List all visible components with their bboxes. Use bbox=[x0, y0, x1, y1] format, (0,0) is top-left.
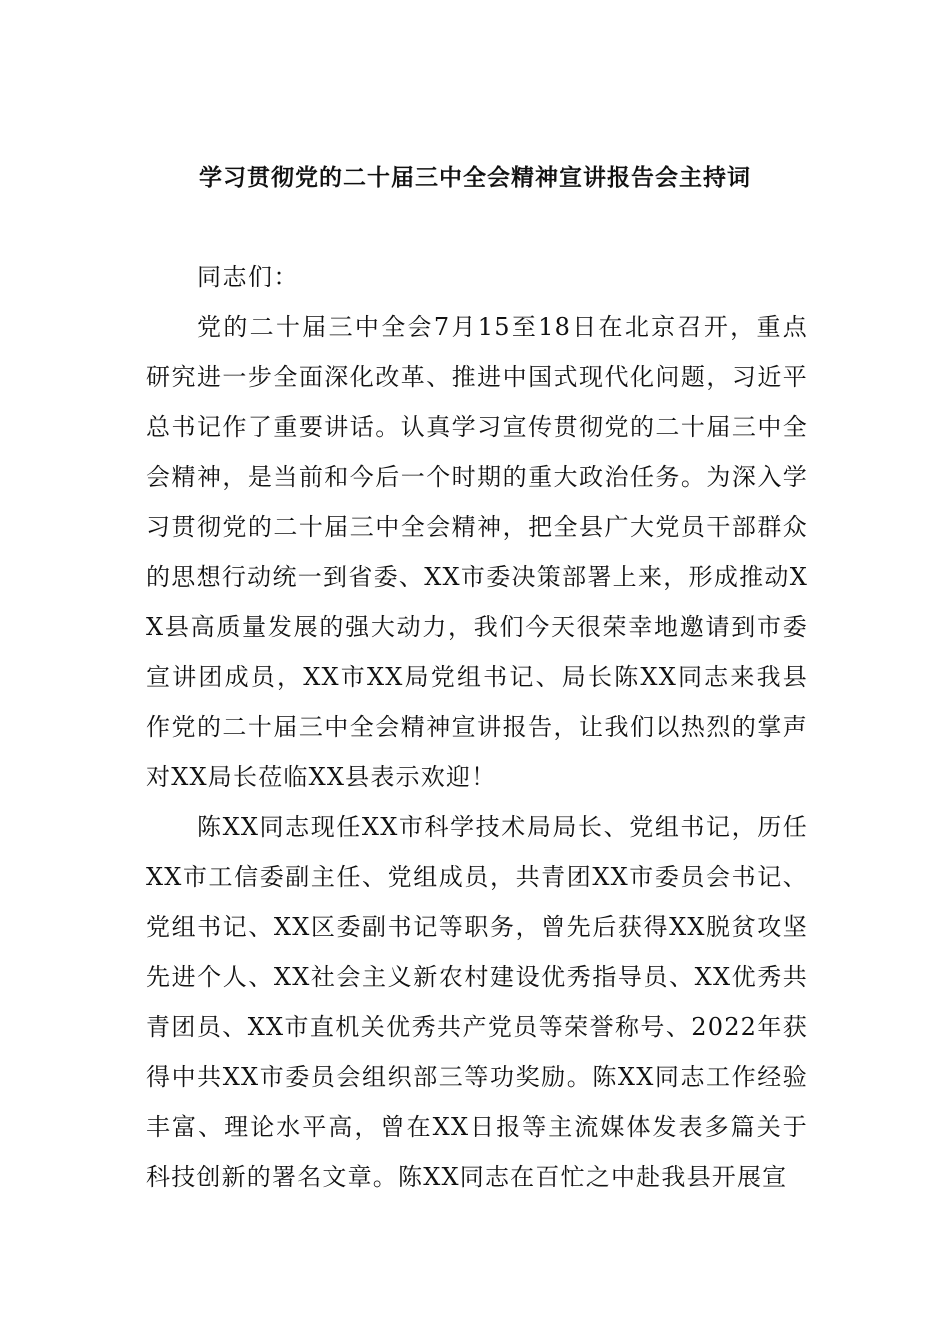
salutation: 同志们： bbox=[197, 263, 299, 291]
paragraph-opening: 党的二十届三中全会7月15至18日在北京召开，重点研究进一步全面深化改革、推进中国式现代化问题，习近平总书记作了重要讲话。认真学习宣传贯彻党的二十届三中全会精神，是当前和今后一个时期的重大政治任务。为深入学习贯彻党的二十届三中全会精神，把全县广大党员干部群众的思想行动统一到省委、XX市委决策部署上来，形成推动XX县高质量发展的强大动力，我们今天很荣幸地邀请到市委宣讲团成员，XX市XX局党组书记、局长陈XX同志来我县作党的二十届三中全会精神宣讲报告，让我们以热烈的掌声对XX局长莅临XX县表示欢迎！ bbox=[146, 313, 808, 791]
paragraph-speaker-intro: 陈XX同志现任XX市科学技术局局长、党组书记，历任XX市工信委副主任、党组成员，共青团XX市委员会书记、党组书记、XX区委副书记等职务，曾先后获得XX脱贫攻坚先进个人、XX社会主义新农村建设优秀指导员、XX优秀共青团员、XX市直机关优秀共产党员等荣誉称号、2022年获得中共XX市委员会组织部三等功奖励。陈XX同志工作经验丰富、理论水平高，曾在XX日报等主流媒体发表多篇关于科技创新的署名文章。陈XX同志在百忙之中赴我县开展宣 bbox=[146, 813, 808, 1191]
document-body bbox=[146, 252, 808, 1202]
document-title: 学习贯彻党的二十届三中全会精神宣讲报告会主持词 bbox=[199, 165, 751, 191]
